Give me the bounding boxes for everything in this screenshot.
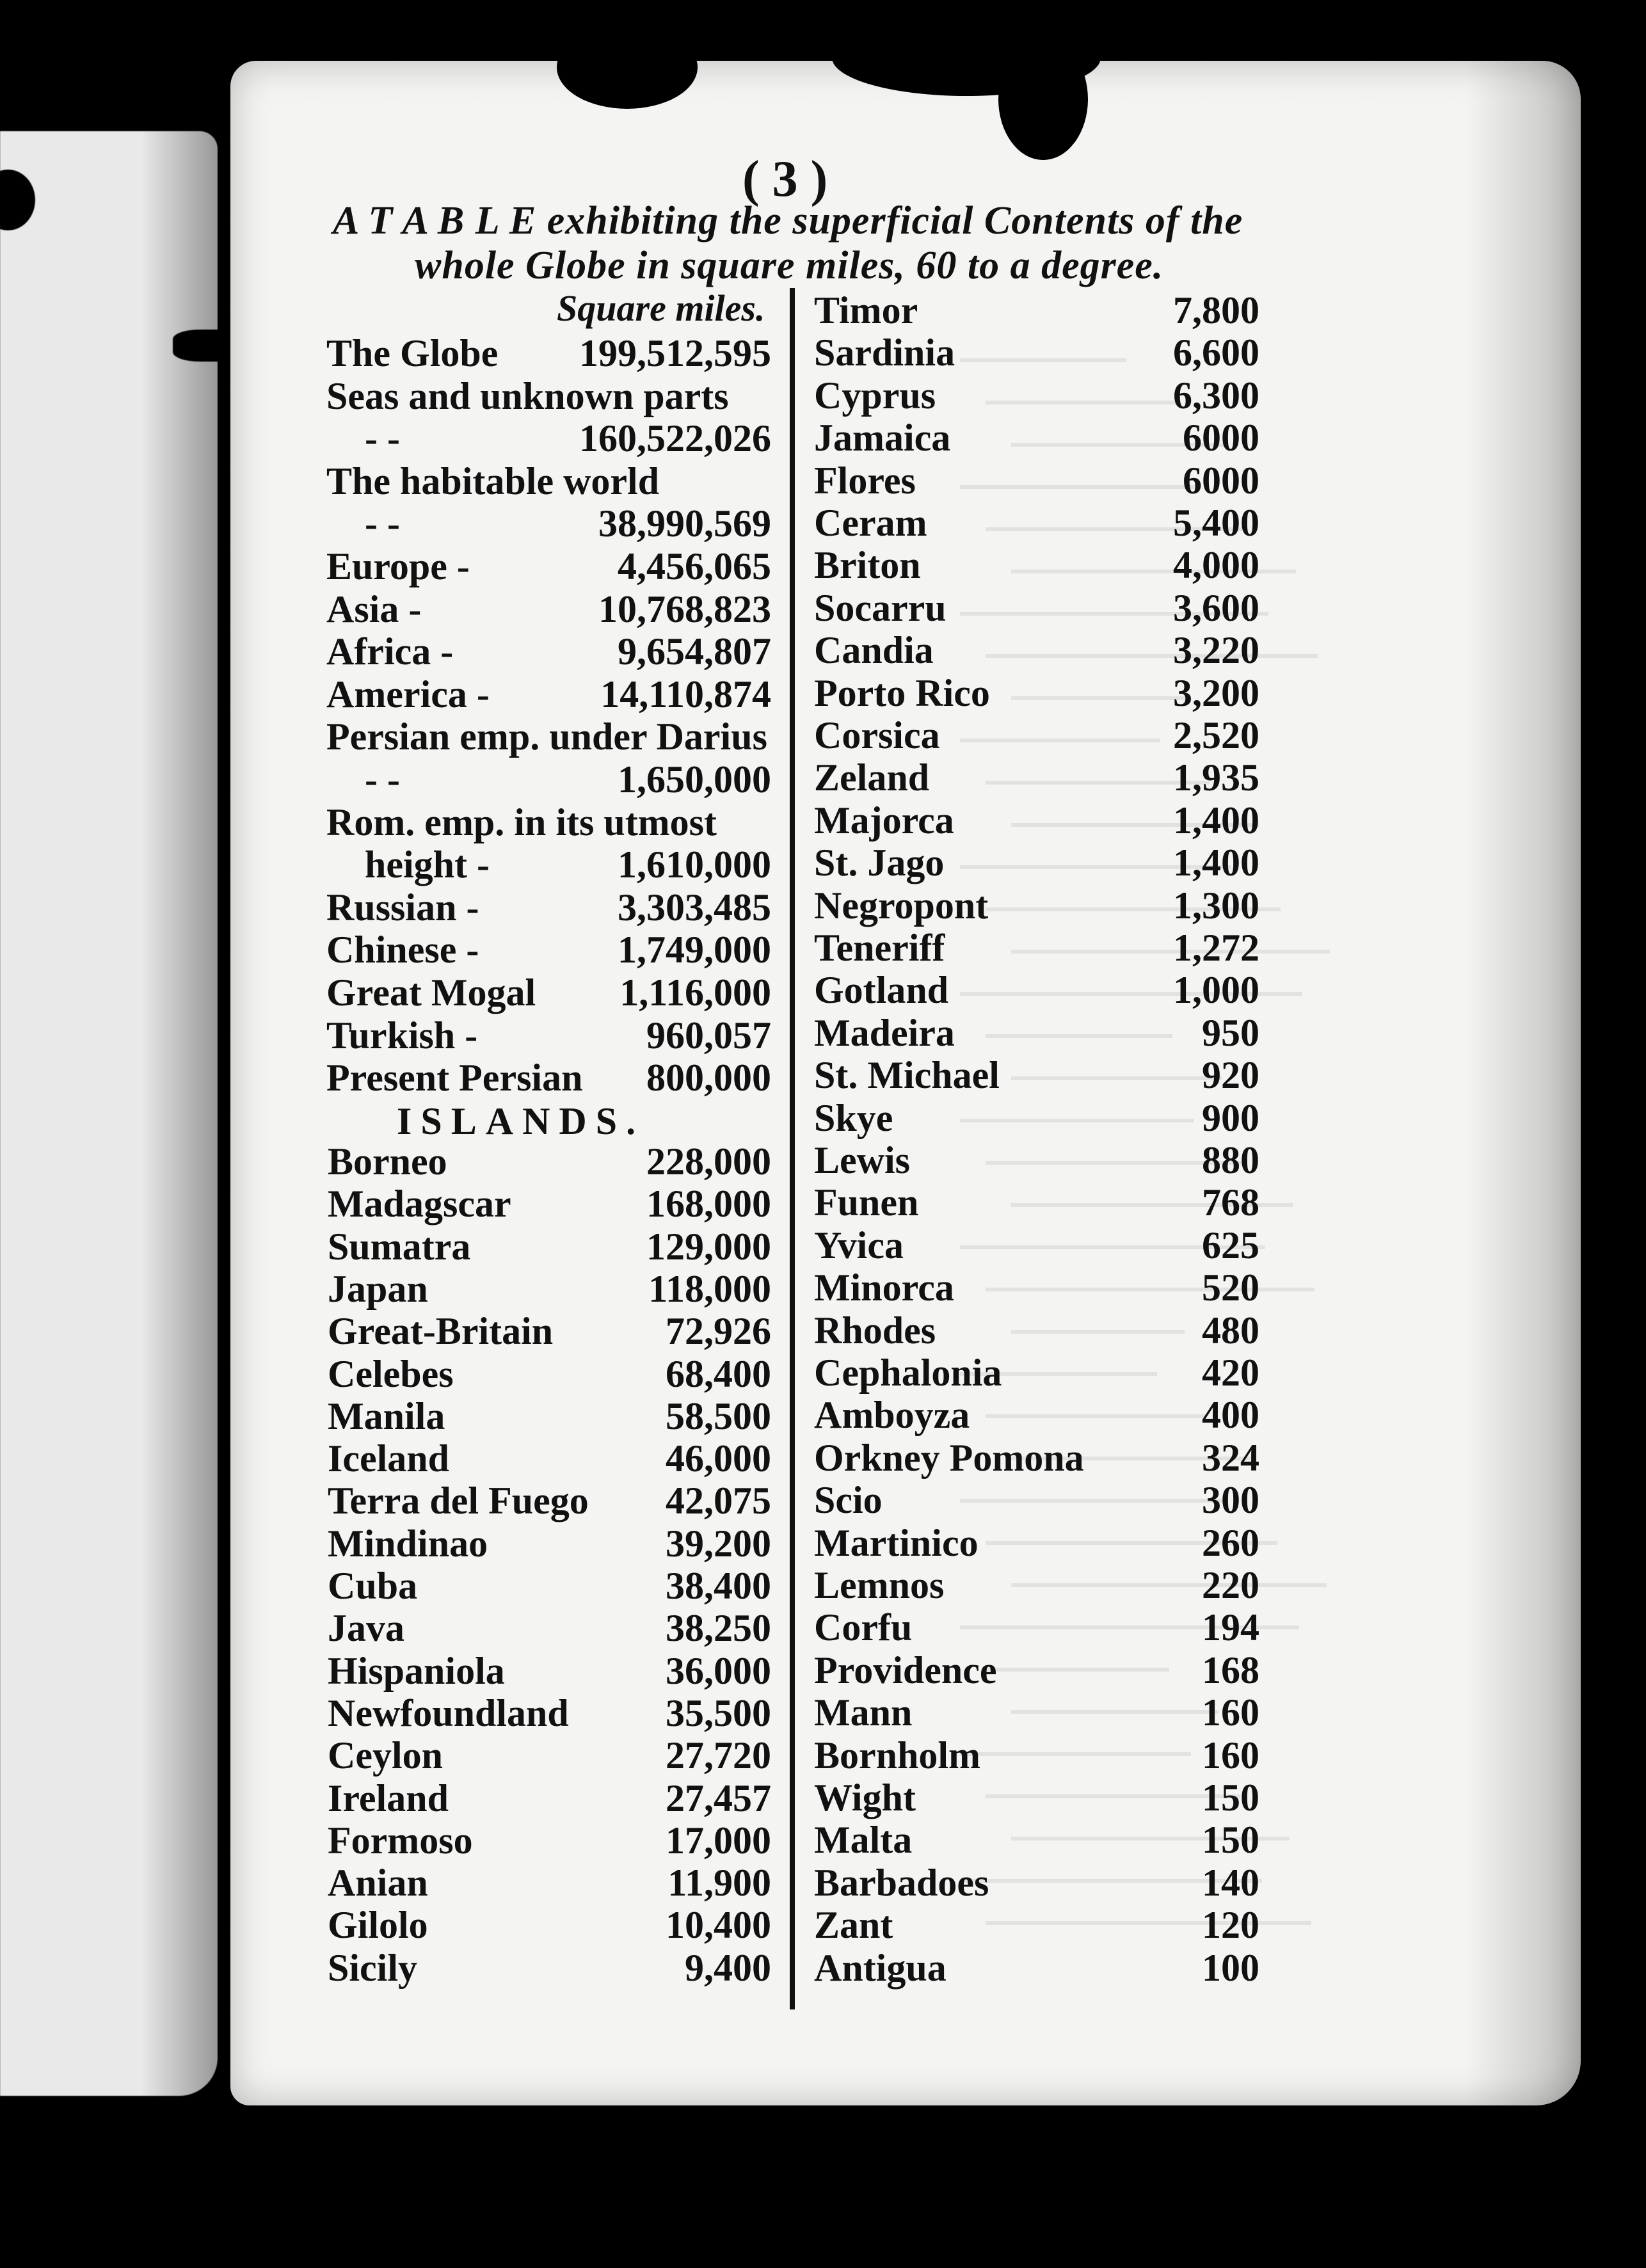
island-value: 129,000 xyxy=(646,1225,771,1268)
island-value: 27,720 xyxy=(666,1734,771,1777)
entry-name: Great Mogal xyxy=(326,971,536,1014)
island-value: 260 xyxy=(1202,1521,1259,1564)
entry-name: Russian - xyxy=(326,886,479,929)
island-name: Yvica xyxy=(814,1224,904,1266)
island-name: Providence xyxy=(814,1649,997,1691)
island-name: Funen xyxy=(814,1181,919,1224)
island-value: 6,600 xyxy=(1173,331,1259,374)
island-name: Antigua xyxy=(814,1946,947,1989)
island-name: Minorca xyxy=(814,1266,954,1309)
island-name: Corfu xyxy=(814,1606,913,1649)
island-name: Porto Rico xyxy=(814,671,990,714)
island-name: Great-Britain xyxy=(328,1310,554,1353)
island-name: Newfoundland xyxy=(328,1691,569,1734)
island-name: Ceram xyxy=(814,502,927,544)
island-value: 400 xyxy=(1202,1394,1259,1437)
entry-name: Chinese - xyxy=(326,929,479,971)
island-value: 7,800 xyxy=(1173,289,1259,331)
island-value: 420 xyxy=(1202,1352,1259,1394)
entry-name: America - xyxy=(326,673,490,715)
island-value: 900 xyxy=(1202,1096,1259,1139)
island-name: Terra del Fuego xyxy=(328,1480,589,1522)
island-name: Wight xyxy=(814,1777,916,1819)
island-name: Anian xyxy=(328,1862,428,1905)
island-name: Manila xyxy=(328,1394,445,1437)
island-name: Zant xyxy=(814,1904,893,1947)
facing-page-fragment xyxy=(0,131,218,2096)
entry-name: - - xyxy=(365,758,400,801)
island-value: 194 xyxy=(1202,1606,1259,1649)
island-value: 27,457 xyxy=(666,1777,771,1819)
entry-name: The Globe xyxy=(326,332,499,374)
island-value: 768 xyxy=(1202,1181,1259,1224)
entry-value: 14,110,874 xyxy=(600,673,771,715)
island-value: 300 xyxy=(1202,1479,1259,1522)
island-name: Timor xyxy=(814,289,918,331)
page-shadow xyxy=(1466,61,1581,2105)
island-value: 140 xyxy=(1202,1861,1259,1904)
island-value: 920 xyxy=(1202,1054,1259,1097)
island-name: Bornholm xyxy=(814,1734,981,1777)
entry-value: 1,116,000 xyxy=(619,971,771,1014)
island-name: Teneriff xyxy=(814,927,945,969)
island-name: Scio xyxy=(814,1479,883,1522)
table-title-line-1: A T A B L E exhibiting the superficial Contents of the xyxy=(333,199,1243,243)
island-name: Mann xyxy=(814,1691,913,1734)
island-value: 324 xyxy=(1202,1436,1259,1479)
island-name: Barbadoes xyxy=(814,1861,989,1904)
island-name: Gilolo xyxy=(328,1904,428,1947)
island-name: Jamaica xyxy=(814,417,951,459)
entry-value: 3,303,485 xyxy=(618,886,771,929)
island-value: 1,272 xyxy=(1173,927,1259,969)
island-name: Socarru xyxy=(814,586,947,629)
island-name: Sumatra xyxy=(328,1225,471,1268)
island-value: 35,500 xyxy=(666,1691,771,1734)
island-name: Mindinao xyxy=(328,1522,488,1565)
island-name: Cephalonia xyxy=(814,1352,1002,1394)
island-value: 118,000 xyxy=(648,1267,771,1310)
island-value: 1,935 xyxy=(1173,756,1259,799)
island-name: Hispaniola xyxy=(328,1649,505,1692)
island-name: Majorca xyxy=(814,799,954,842)
island-value: 160 xyxy=(1202,1734,1259,1777)
island-value: 6000 xyxy=(1183,459,1259,502)
island-value: 1,000 xyxy=(1173,969,1259,1012)
entry-name: Turkish - xyxy=(326,1014,478,1057)
island-name: Madeira xyxy=(814,1011,955,1054)
entry-name: Present Persian xyxy=(326,1057,583,1099)
column-heading: Square miles. xyxy=(557,287,765,329)
island-name: Ceylon xyxy=(328,1734,443,1777)
entry-value: 1,650,000 xyxy=(618,758,771,801)
island-value: 38,400 xyxy=(666,1565,771,1607)
island-value: 72,926 xyxy=(666,1310,771,1353)
entry-value: 38,990,569 xyxy=(598,502,771,545)
island-value: 38,250 xyxy=(666,1607,771,1650)
island-name: Martinico xyxy=(814,1521,979,1564)
entry-name: Africa - xyxy=(326,630,454,673)
page-shadow xyxy=(141,131,218,2096)
entry-name: - - xyxy=(365,502,400,545)
island-value: 11,900 xyxy=(667,1862,771,1905)
entry-value: 1,610,000 xyxy=(618,843,771,886)
entry-value: 960,057 xyxy=(646,1014,771,1057)
island-value: 17,000 xyxy=(666,1819,771,1862)
island-name: Sardinia xyxy=(814,331,955,374)
island-name: St. Michael xyxy=(814,1054,1000,1097)
island-value: 520 xyxy=(1202,1266,1259,1309)
island-name: Rhodes xyxy=(814,1309,936,1352)
entry-name: height - xyxy=(365,843,490,886)
entry-value: 10,768,823 xyxy=(598,587,771,630)
entry-name: Asia - xyxy=(326,587,422,630)
entry-name: Europe - xyxy=(326,545,470,587)
island-value: 160 xyxy=(1202,1691,1259,1734)
islands-heading: ISLANDS. xyxy=(397,1100,645,1142)
island-name: Flores xyxy=(814,459,916,502)
island-value: 100 xyxy=(1202,1946,1259,1989)
table-title-line-2: whole Globe in square miles, 60 to a degree. xyxy=(415,244,1164,287)
island-name: Gotland xyxy=(814,969,949,1012)
island-value: 228,000 xyxy=(646,1140,771,1183)
island-name: Celebes xyxy=(328,1352,454,1395)
entry-value: 800,000 xyxy=(646,1057,771,1099)
island-name: Briton xyxy=(814,544,921,587)
entry-name: Seas and unknown parts xyxy=(326,374,729,417)
island-value: 46,000 xyxy=(666,1437,771,1480)
island-name: Malta xyxy=(814,1819,913,1862)
island-value: 950 xyxy=(1202,1011,1259,1054)
island-name: Formoso xyxy=(328,1819,473,1862)
island-name: Sicily xyxy=(328,1946,418,1989)
entry-value: 160,522,026 xyxy=(579,417,771,460)
island-name: Skye xyxy=(814,1096,893,1139)
island-value: 10,400 xyxy=(666,1904,771,1947)
column-divider xyxy=(790,288,795,2009)
island-value: 1,400 xyxy=(1173,842,1259,884)
island-value: 6,300 xyxy=(1173,374,1259,417)
island-name: Java xyxy=(328,1607,404,1650)
island-value: 68,400 xyxy=(666,1352,771,1395)
island-name: Borneo xyxy=(328,1140,447,1183)
island-value: 168 xyxy=(1202,1649,1259,1691)
island-name: Lemnos xyxy=(814,1564,945,1606)
entry-name: Rom. emp. in its utmost xyxy=(326,801,717,843)
page-damage xyxy=(557,26,698,109)
island-value: 42,075 xyxy=(666,1480,771,1522)
island-value: 3,200 xyxy=(1173,671,1259,714)
island-name: Cyprus xyxy=(814,374,936,417)
island-value: 6000 xyxy=(1183,417,1259,459)
ink-blot xyxy=(0,170,35,230)
island-name: Candia xyxy=(814,629,934,672)
page-number: ( 3 ) xyxy=(742,151,828,207)
island-value: 3,600 xyxy=(1173,586,1259,629)
island-value: 880 xyxy=(1202,1139,1259,1181)
island-value: 168,000 xyxy=(646,1183,771,1226)
island-value: 480 xyxy=(1202,1309,1259,1352)
island-value: 2,520 xyxy=(1173,714,1259,756)
island-name: Corsica xyxy=(814,714,940,756)
entry-value: 9,654,807 xyxy=(618,630,771,673)
island-value: 5,400 xyxy=(1173,502,1259,544)
island-name: Lewis xyxy=(814,1139,910,1181)
entry-name: The habitable world xyxy=(326,459,660,502)
entry-name: Persian emp. under Darius xyxy=(326,715,767,758)
island-name: Iceland xyxy=(328,1437,450,1480)
entry-value: 199,512,595 xyxy=(579,332,771,374)
island-value: 3,220 xyxy=(1173,629,1259,672)
entry-value: 1,749,000 xyxy=(618,929,771,971)
island-name: Negropont xyxy=(814,884,989,927)
island-value: 1,300 xyxy=(1173,884,1259,927)
island-name: Madagscar xyxy=(328,1183,511,1226)
island-value: 39,200 xyxy=(666,1522,771,1565)
island-name: Cuba xyxy=(328,1565,418,1607)
island-value: 220 xyxy=(1202,1564,1259,1606)
island-name: Japan xyxy=(328,1267,428,1310)
island-value: 625 xyxy=(1202,1224,1259,1266)
entry-value: 4,456,065 xyxy=(618,545,771,587)
island-name: St. Jago xyxy=(814,842,945,884)
island-value: 58,500 xyxy=(666,1394,771,1437)
island-value: 9,400 xyxy=(685,1946,771,1989)
island-name: Orkney Pomona xyxy=(814,1436,1084,1479)
island-value: 36,000 xyxy=(666,1649,771,1692)
island-value: 150 xyxy=(1202,1777,1259,1819)
island-value: 150 xyxy=(1202,1819,1259,1862)
entry-name: - - xyxy=(365,417,400,460)
island-value: 1,400 xyxy=(1173,799,1259,842)
island-name: Ireland xyxy=(328,1777,449,1819)
island-value: 120 xyxy=(1202,1904,1259,1947)
page-damage xyxy=(998,38,1088,160)
island-value: 4,000 xyxy=(1173,544,1259,587)
island-name: Zeland xyxy=(814,756,930,799)
island-name: Amboyza xyxy=(814,1394,970,1437)
